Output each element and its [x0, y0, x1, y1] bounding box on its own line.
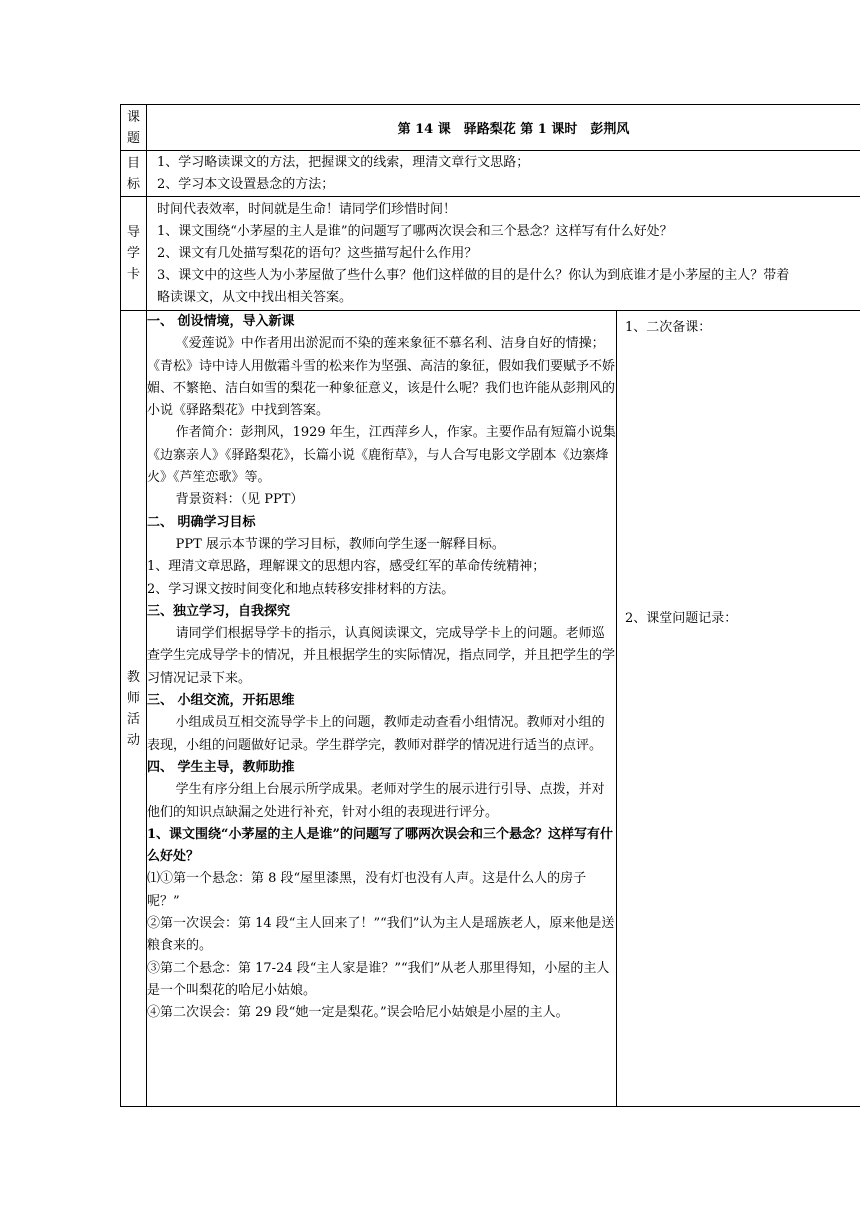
lesson-title: 第 14 课 驿路梨花 第 1 课时 彭荆风 — [147, 105, 860, 151]
goals-content — [147, 151, 860, 197]
paragraph: 作者简介：彭荆风，1929 年生，江西萍乡人，作家。主要作品有短篇小说集《边寨亲人》《驿路梨花》，长篇小说《鹿衔草》，与人合写电影文学剧本《边寨烽火》《芦笙恋歌》等。 — [147, 425, 616, 486]
label-char: 标 — [126, 176, 140, 192]
paragraph: 1、理清文章思路，理解课文的思想内容，感受红军的革命传统精神； — [147, 559, 546, 575]
guide-intro: 时间代表效率，时间就是生命！请同学们珍惜时间！ — [157, 202, 457, 217]
guide-question-2: 2、课文有几处描写梨花的语句？这些描写起什么作用？ — [157, 246, 478, 261]
label-char: 教 — [126, 669, 140, 685]
paragraph: PPT 展示本节课的学习目标，教师向学生逐一解释目标。 — [175, 536, 505, 552]
label-char: 课 — [126, 109, 140, 125]
goals-label — [121, 151, 147, 197]
activity-content — [147, 311, 617, 1107]
guide-question-3-cont: 略读课文，从文中找出相关答案。 — [157, 290, 353, 305]
label-char: 导 — [126, 225, 140, 240]
lesson-plan-table — [120, 104, 860, 1107]
guide-question-3: 3、课文中的这些人为小茅屋做了些什么事？他们这样做的目的是什么？你认为到底谁才是小茅屋的主人？带着 — [157, 268, 790, 283]
notes-column — [617, 311, 860, 1107]
section-heading: 四、 学生主导，教师助推 — [147, 759, 295, 775]
guide-question-1: 1、课文围绕“小茅屋的主人是谁”的问题写了哪两次误会和三个悬念？这样写有什么好处？ — [157, 224, 673, 239]
paragraph: 背景资料：（见 PPT） — [175, 492, 304, 508]
label-char: 动 — [126, 732, 140, 748]
second-prep-note: 1、二次备课： — [625, 320, 712, 335]
answer-item: ②第一次误会：第 14 段“主人回来了！”“我们”认为主人是瑶族老人，原来他是送粮食来的。 — [147, 916, 615, 954]
label-char: 师 — [126, 690, 140, 706]
activity-label — [121, 311, 147, 1107]
guide-label — [121, 197, 147, 311]
goals-row — [121, 151, 860, 197]
paragraph: 请同学们根据导学卡的指示，认真阅读课文，完成导学卡上的问题。老师巡查学生完成导学卡的情况，并且根据学生的实际情况，指点同学，并且把学生的学习情况记录下来。 — [147, 626, 616, 686]
section-heading: 三、 小组交流，开拓思维 — [147, 693, 295, 709]
label-char: 目 — [126, 155, 140, 171]
label-char: 活 — [126, 711, 140, 727]
section-heading: 二、 明确学习目标 — [147, 514, 256, 530]
goal-item: 2、学习本文设置悬念的方法； — [157, 176, 335, 192]
section-heading: 一、 创设情境，导入新课 — [147, 314, 295, 329]
answer-item: ⑴①第一个悬念：第 8 段“屋里漆黑，没有灯也没有人声。这是什么人的房子呢？” — [147, 871, 587, 909]
classroom-issues-note: 2、课堂问题记录： — [625, 611, 738, 626]
paragraph: 《爱莲说》中作者用出淤泥而不染的莲来象征不慕名利、洁身自好的情操；《青松》诗中诗人用傲霜斗雪的松来作为坚强、高洁的象征，假如我们要赋予不娇媚、不繁艳、洁白如雪的梨花一种象征意义，该是什么呢？我们也许能从彭荆风的小说《驿路梨花》中找到答案。 — [147, 336, 616, 419]
answer-item: ③第二个悬念：第 17-24 段“主人家是谁？”“我们”从老人那里得知，小屋的主人是一个叫梨花的哈尼小姑娘。 — [147, 960, 610, 998]
answer-item: ④第二次误会：第 29 段“她一定是梨花。”误会哈尼小姑娘是小屋的主人。 — [147, 1005, 569, 1021]
paragraph: 2、学习课文按时间变化和地点转移安排材料的方法。 — [147, 581, 455, 597]
guide-content — [147, 197, 860, 311]
goal-item: 1、学习略读课文的方法，把握课文的线索，理清文章行文思路； — [157, 154, 530, 170]
label-char: 题 — [126, 130, 140, 146]
question-heading: 1、课文围绕“小茅屋的主人是谁”的问题写了哪两次误会和三个悬念？这样写有什么好处？ — [147, 826, 614, 865]
paragraph: 小组成员互相交流导学卡上的问题，教师走动查看小组情况。教师对小组的表现，小组的问题做好记录。学生群学完，教师对群学的情况进行适当的点评。 — [147, 715, 605, 753]
title-row — [121, 105, 860, 151]
title-label — [121, 105, 147, 151]
paragraph: 学生有序分组上台展示所学成果。老师对学生的展示进行引导、点拨，并对他们的知识点缺漏之处进行补充，针对小组的表现进行评分。 — [147, 782, 605, 820]
guide-row — [121, 197, 860, 311]
activity-row — [121, 311, 860, 1107]
label-char: 学 — [126, 246, 140, 261]
section-heading: 三、独立学习，自我探究 — [147, 603, 291, 619]
label-char: 卡 — [126, 267, 140, 282]
